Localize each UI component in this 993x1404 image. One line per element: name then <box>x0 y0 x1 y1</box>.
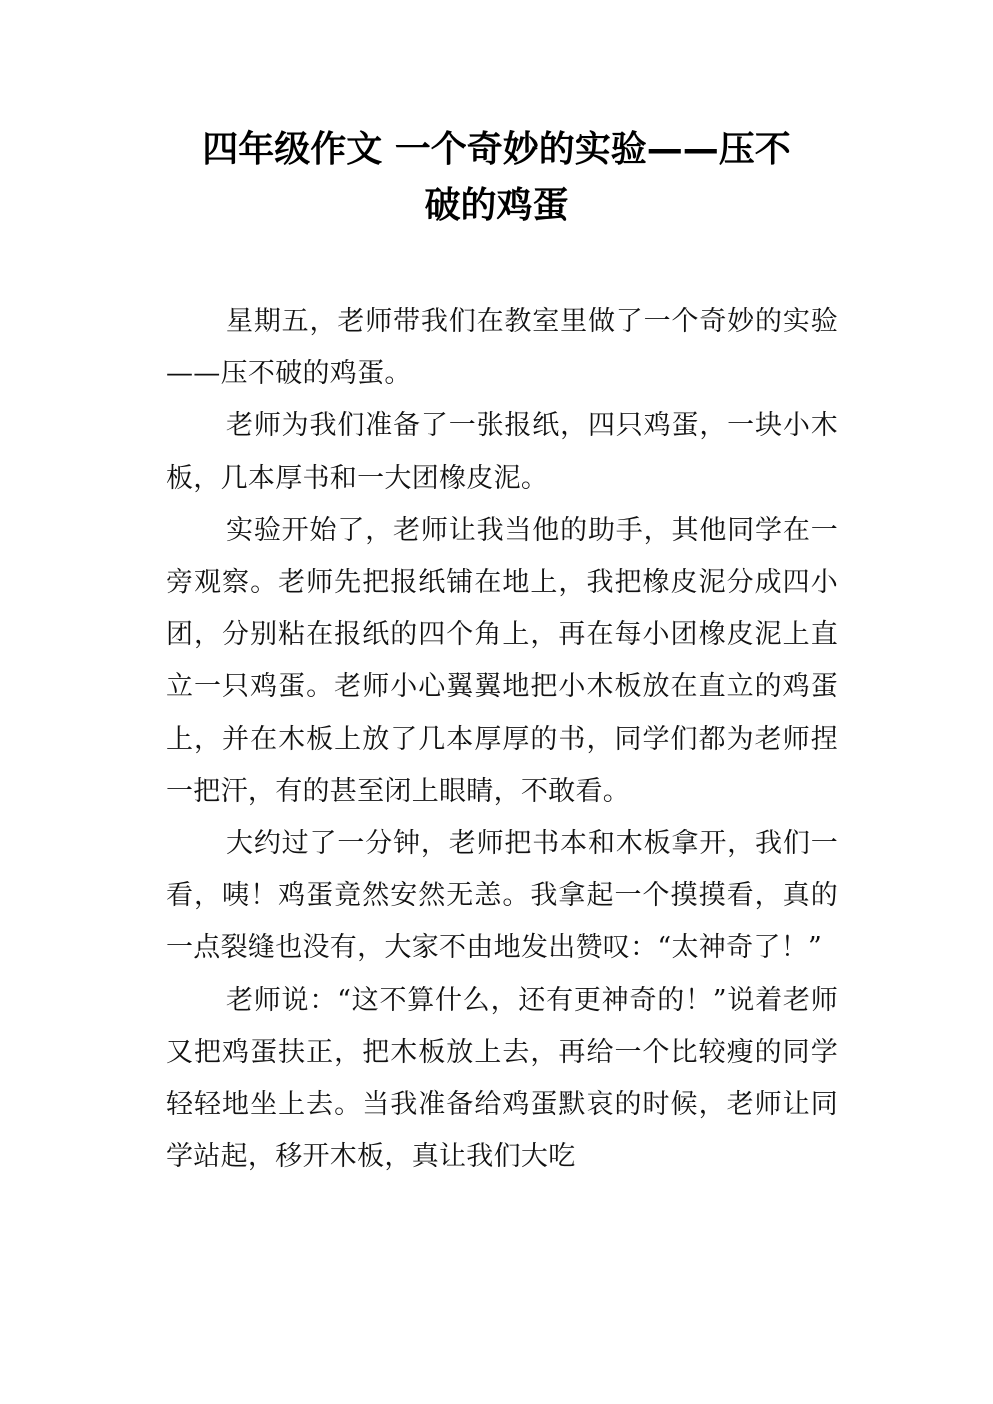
document-body <box>166 296 838 1183</box>
paragraph-3: 实验开始了，老师让我当他的助手，其他同学在一旁观察。老师先把报纸铺在地上，我把橡皮泥分成四小团，分别粘在报纸的四个角上，再在每小团橡皮泥上直立一只鸡蛋。老师小心翼翼地把小木板放在直立的鸡蛋上，并在木板上放了几本厚厚的书，同学们都为老师捏一把汗，有的甚至闭上眼睛，不敢看。 <box>166 514 838 807</box>
paragraph-5: 老师说：“这不算什么，还有更神奇的！”说着老师又把鸡蛋扶正，把木板放上去，再给一个比较瘦的同学轻轻地坐上去。当我准备给鸡蛋默哀的时候，老师让同学站起，移开木板，真让我们大吃 <box>166 984 838 1173</box>
paragraph-1: 星期五，老师带我们在教室里做了一个奇妙的实验——压不破的鸡蛋。 <box>166 306 838 390</box>
title-line-2: 破的鸡蛋 <box>424 185 569 226</box>
paragraph-4: 大约过了一分钟，老师把书本和木板拿开，我们一看，咦！鸡蛋竟然安然无恙。我拿起一个摸摸看，真的一点裂缝也没有，大家不由地发出赞叹：“太神奇了！” <box>166 828 838 964</box>
document-title <box>150 122 843 234</box>
paragraph-2: 老师为我们准备了一张报纸，四只鸡蛋，一块小木板，几本厚书和一大团橡皮泥。 <box>166 410 838 494</box>
title-line-1: 四年级作文 一个奇妙的实验——压不 <box>202 129 791 170</box>
